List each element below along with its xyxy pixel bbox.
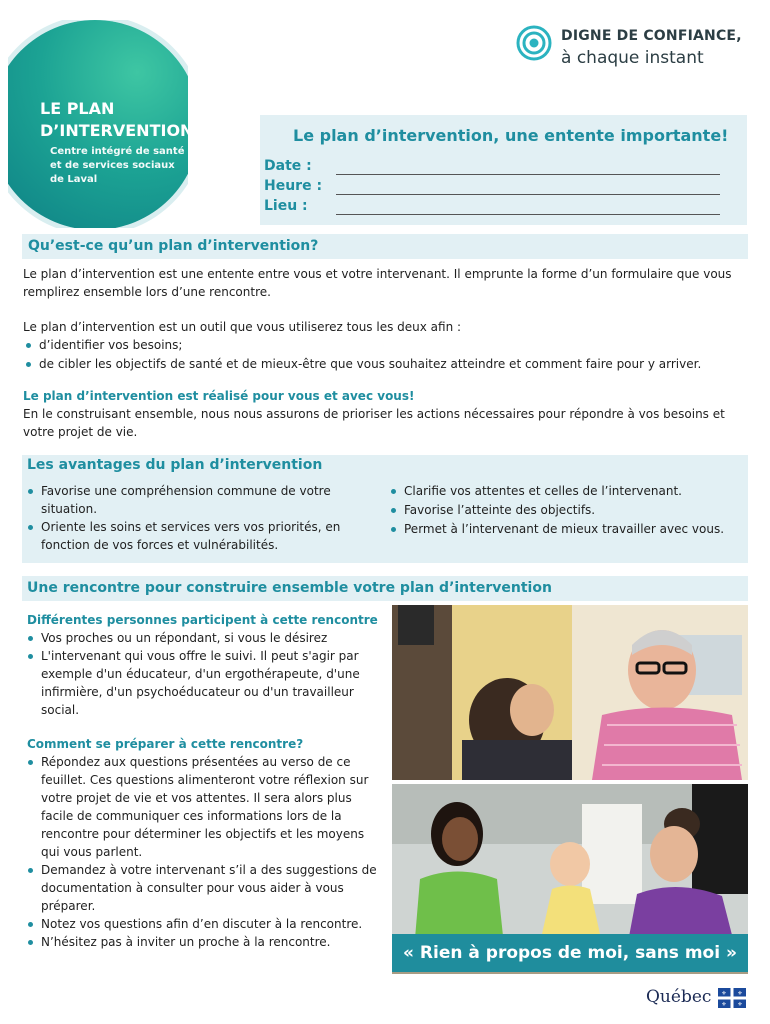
highlight-text: Le plan d’intervention est réalisé pour vous et avec vous! bbox=[23, 389, 415, 403]
list-item: Favorise l’atteinte des objectifs. bbox=[388, 501, 743, 519]
prepare-list bbox=[25, 753, 385, 951]
list-item: Notez vos questions afin d’en discuter à la rencontre. bbox=[25, 915, 385, 933]
place-label: Lieu : bbox=[264, 198, 308, 214]
date-field-line[interactable] bbox=[336, 174, 720, 175]
list-item: Répondez aux questions présentées au verso de ce feuillet. Ces questions alimenteront votre réflexion sur votre projet de vie et vos attentes. Il sera alors plus facile de communiquer ces informations lors de la rencontre pour déterminer les objectifs et les moyens qui vous parlent. bbox=[25, 753, 385, 861]
quote-banner: « Rien à propos de moi, sans moi » bbox=[392, 934, 748, 972]
svg-text:⚜: ⚜ bbox=[737, 990, 743, 997]
time-field-line[interactable] bbox=[336, 194, 720, 195]
photo-consultation bbox=[392, 605, 748, 780]
section-heading-what: Qu’est-ce qu’un plan d’intervention? bbox=[28, 238, 319, 254]
time-label: Heure : bbox=[264, 178, 323, 194]
list-item: N’hésitez pas à inviter un proche à la rencontre. bbox=[25, 933, 385, 951]
list-item: d’identifier vos besoins; bbox=[23, 336, 743, 354]
list-item: Clarifie vos attentes et celles de l’intervenant. bbox=[388, 482, 743, 500]
subheading-participants: Différentes personnes participent à cette rencontre bbox=[27, 613, 378, 627]
brand-tagline-1: DIGNE DE CONFIANCE, bbox=[561, 28, 742, 44]
advantages-left-list bbox=[25, 482, 365, 554]
concentric-circles-icon bbox=[516, 25, 552, 61]
svg-text:⚜: ⚜ bbox=[721, 990, 727, 997]
together-paragraph: En le construisant ensemble, nous nous assurons de prioriser les actions nécessaires pour répondre à vos besoins et votre projet de vie. bbox=[23, 407, 725, 439]
brand-tagline-2: à chaque instant bbox=[561, 48, 704, 68]
list-item: L'intervenant qui vous offre le suivi. Il peut s'agir par exemple d'un éducateur, d'un ergothérapeute, d'une infirmière, d'un psychoéducateur ou d'un travailleur social. bbox=[25, 647, 385, 719]
section-heading-meeting: Une rencontre pour construire ensemble votre plan d’intervention bbox=[27, 580, 552, 596]
tool-paragraph: Le plan d’intervention est un outil que vous utiliserez tous les deux afin : bbox=[23, 320, 462, 334]
quebec-flag-icon bbox=[718, 988, 746, 1008]
list-item: de cibler les objectifs de santé et de mieux-être que vous souhaitez atteindre et comment faire pour y arriver. bbox=[23, 355, 743, 373]
document-title: LE PLAN D’INTERVENTION bbox=[40, 99, 194, 140]
advantages-right-list bbox=[388, 482, 743, 538]
place-field-line[interactable] bbox=[336, 214, 720, 215]
svg-text:⚜: ⚜ bbox=[721, 1001, 727, 1008]
list-item: Permet à l’intervenant de mieux travailler avec vous. bbox=[388, 520, 743, 538]
date-label: Date : bbox=[264, 158, 312, 174]
list-item: Favorise une compréhension commune de votre situation. bbox=[25, 482, 365, 518]
participants-list bbox=[25, 629, 385, 719]
subheading-prepare: Comment se préparer à cette rencontre? bbox=[27, 737, 304, 751]
tool-bullets bbox=[23, 336, 743, 373]
list-item: Vos proches ou un répondant, si vous le désirez bbox=[25, 629, 385, 647]
list-item: Oriente les soins et services vers vos priorités, en fonction de vos forces et vulnérabilités. bbox=[25, 518, 365, 554]
quebec-wordmark: Québec bbox=[646, 987, 712, 1007]
section-heading-advantages: Les avantages du plan d’intervention bbox=[27, 457, 323, 473]
svg-text:⚜: ⚜ bbox=[737, 1001, 743, 1008]
list-item: Demandez à votre intervenant s’il a des suggestions de documentation à consulter pour vous aider à vous préparer. bbox=[25, 861, 385, 915]
organization-name: Centre intégré de santé et de services sociaux de Laval bbox=[50, 146, 185, 185]
appointment-title: Le plan d’intervention, une entente importante! bbox=[293, 126, 729, 145]
intro-paragraph: Le plan d’intervention est une entente entre vous et votre intervenant. Il emprunte la forme d’un formulaire que vous remplirez ensemble lors d’une rencontre. bbox=[23, 267, 732, 299]
